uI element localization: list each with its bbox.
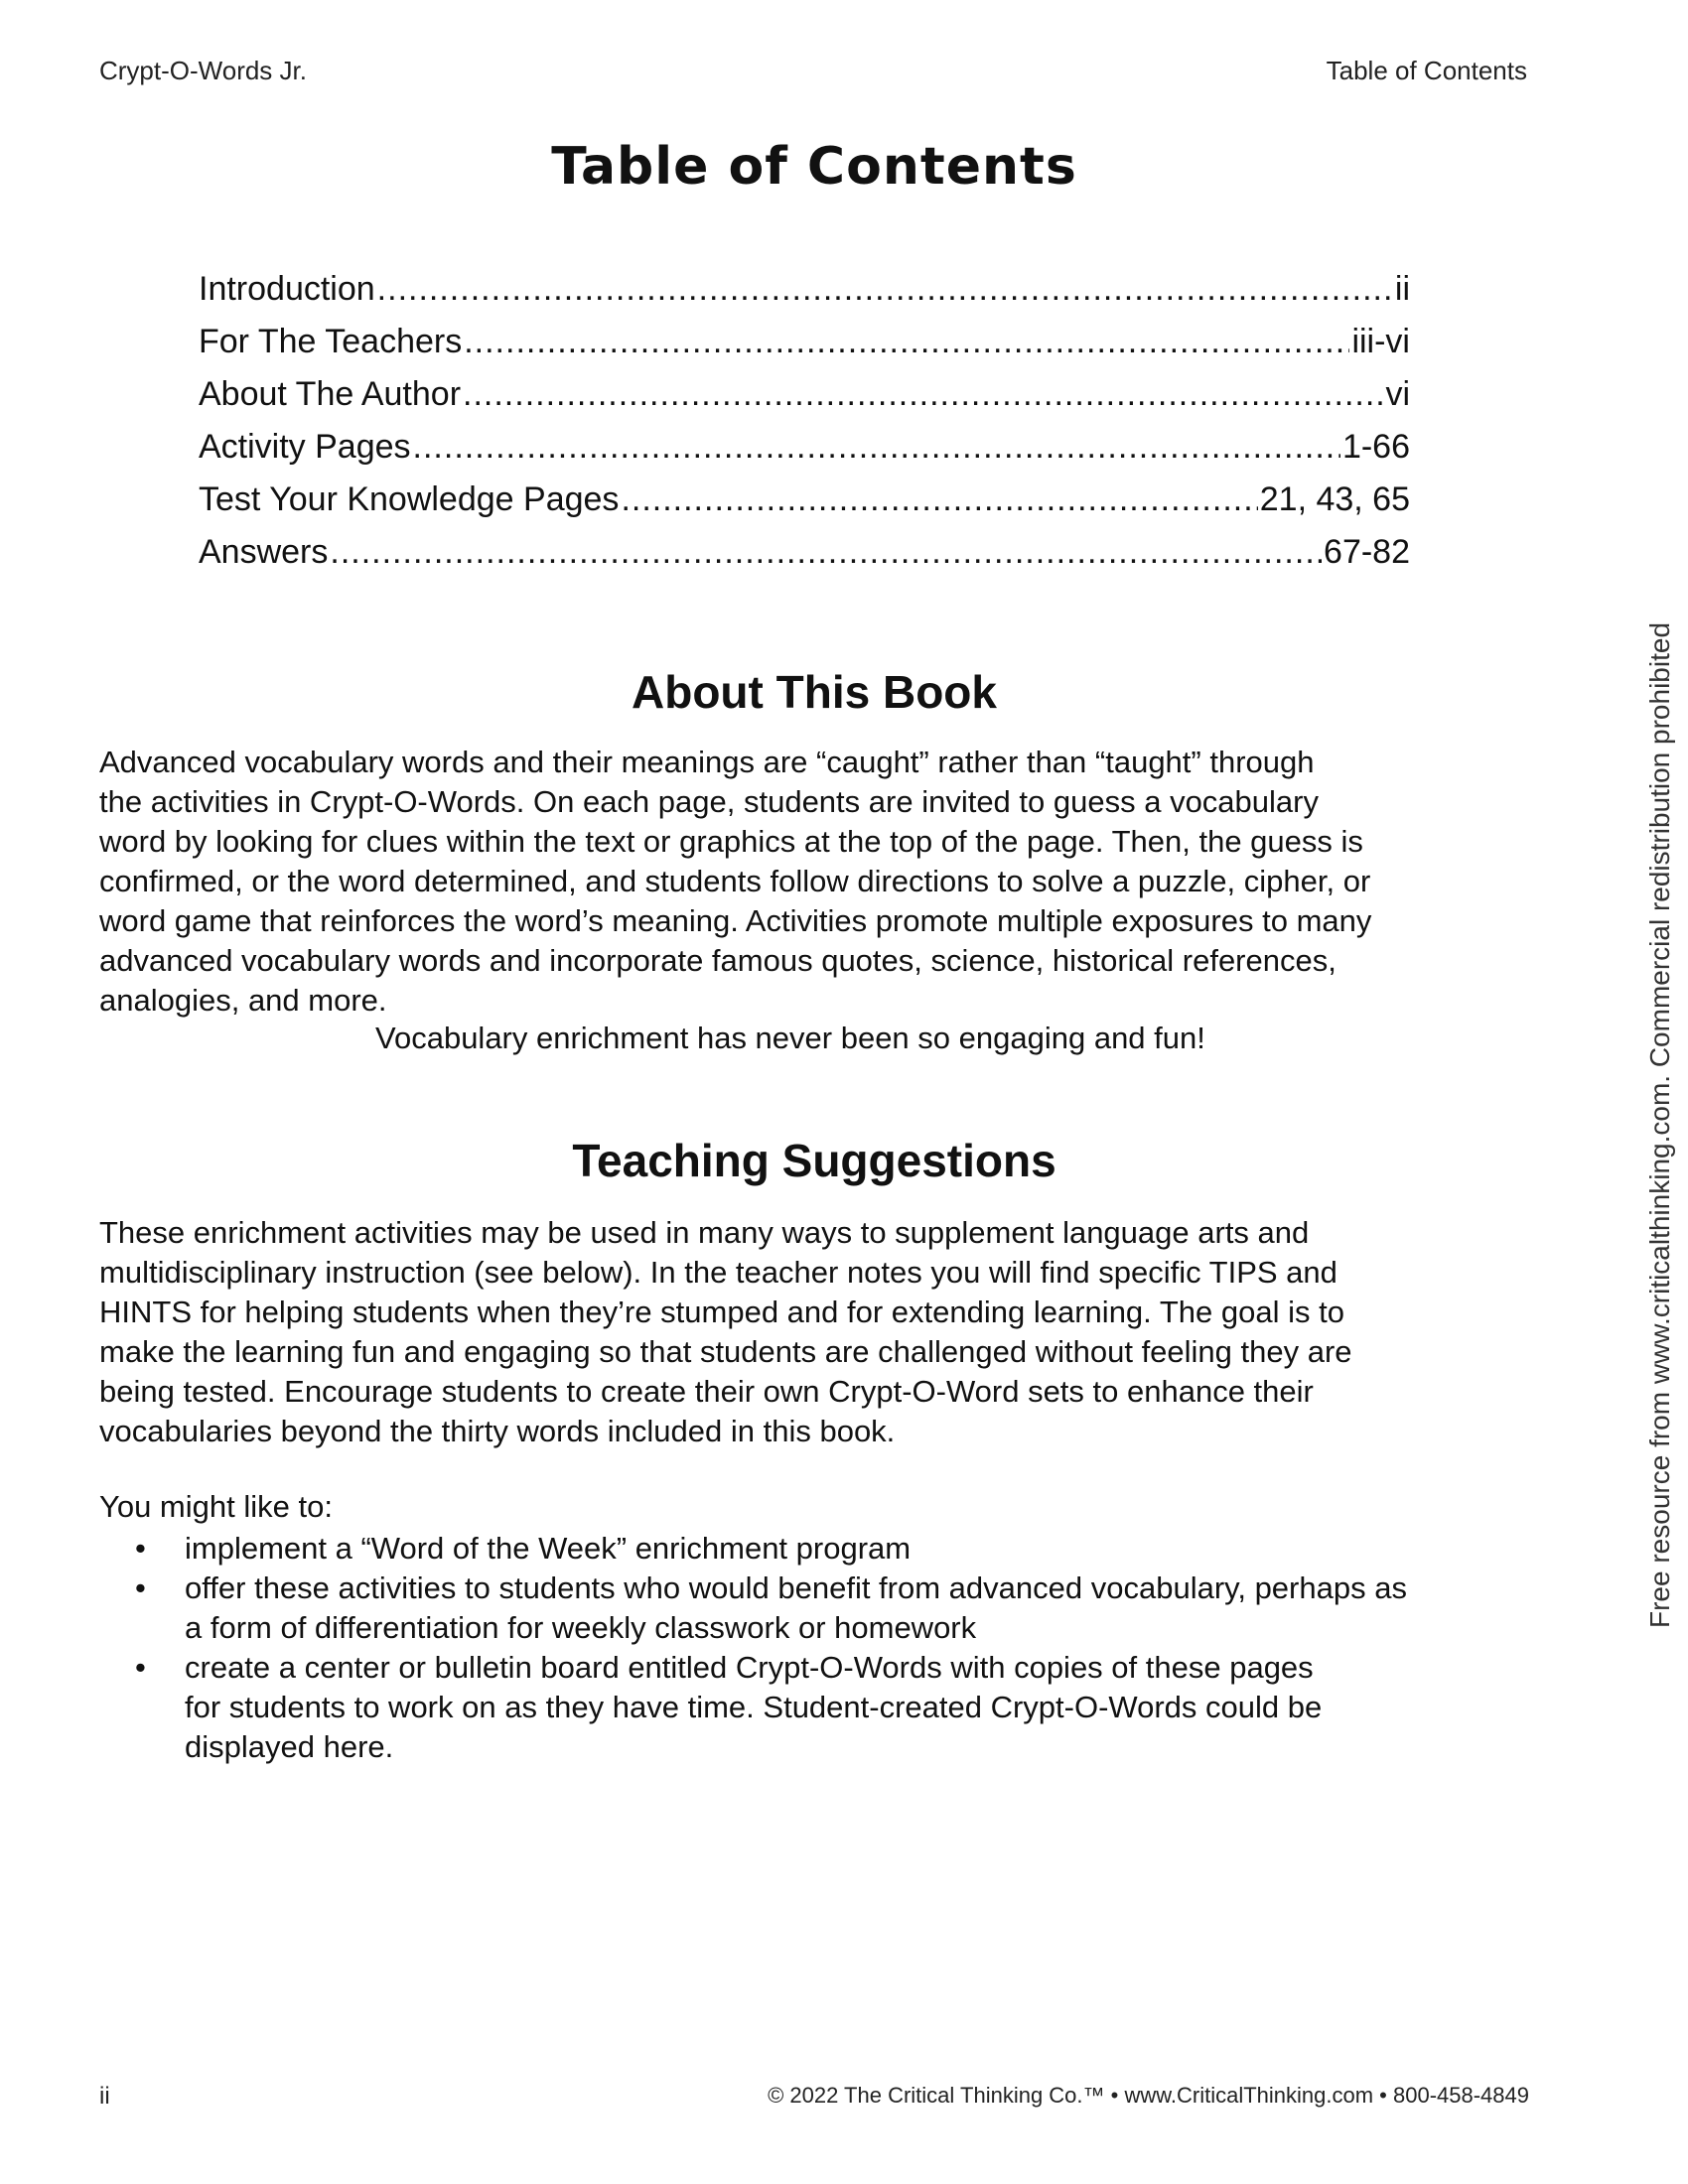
list-item xyxy=(99,1529,1529,1569)
toc-entry xyxy=(199,428,1410,480)
paragraph-line: word by looking for clues within the text or graphics at the top of the page. Then, the guess is xyxy=(99,824,1363,859)
bullet-list-intro: You might like to: xyxy=(99,1489,333,1524)
paragraph-line: the activities in Crypt-O-Words. On each page, students are invited to guess a vocabulary xyxy=(99,784,1319,819)
page-number: ii xyxy=(99,2083,110,2110)
toc-entry-label: Answers xyxy=(199,533,329,571)
list-item-line: a form of differentiation for weekly classwork or homework xyxy=(185,1610,977,1645)
running-header-title: Crypt-O-Words Jr. xyxy=(99,56,307,85)
toc-entry-label: For The Teachers xyxy=(199,323,463,360)
toc-entry-page: ii xyxy=(1394,270,1410,308)
toc-entry-label: Introduction xyxy=(199,270,375,308)
about-tagline: Vocabulary enrichment has never been so engaging and fun! xyxy=(375,1021,1205,1055)
toc-entry xyxy=(199,480,1410,533)
paragraph-line: vocabularies beyond the thirty words included in this book. xyxy=(99,1414,896,1448)
paragraph-line: multidisciplinary instruction (see below). In the teacher notes you will find specific TIPS and xyxy=(99,1255,1337,1290)
toc-entry-page: iii-vi xyxy=(1351,323,1410,360)
paragraph-line: word game that reinforces the word’s meaning. Activities promote multiple exposures to many xyxy=(99,903,1372,938)
list-item-line: offer these activities to students who would benefit from advanced vocabulary, perhaps as xyxy=(185,1570,1407,1605)
list-item xyxy=(99,1648,1529,1767)
bullet-icon: • xyxy=(135,1570,146,1605)
toc-entry-page: 1-66 xyxy=(1341,428,1410,466)
toc-entry-page: vi xyxy=(1385,375,1410,413)
about-heading: About This Book xyxy=(632,666,997,718)
toc-entry xyxy=(199,270,1410,323)
paragraph-line: advanced vocabulary words and incorporate famous quotes, science, historical references, xyxy=(99,943,1336,978)
toc-dot-leader xyxy=(377,270,1393,309)
toc-dot-leader xyxy=(413,428,1340,467)
toc-entry xyxy=(199,323,1410,375)
paragraph-line: These enrichment activities may be used in many ways to supplement language arts and xyxy=(99,1215,1310,1250)
toc-entry-page: 21, 43, 65 xyxy=(1259,480,1410,518)
toc-dot-leader xyxy=(330,533,1322,572)
toc-entry xyxy=(199,375,1410,428)
paragraph-line: confirmed, or the word determined, and students follow directions to solve a puzzle, cipher, or xyxy=(99,864,1371,898)
page-title: Table of Contents xyxy=(551,137,1077,197)
toc-dot-leader xyxy=(621,480,1257,519)
paragraph-line: being tested. Encourage students to create their own Crypt-O-Word sets to enhance their xyxy=(99,1374,1314,1409)
list-item-line: create a center or bulletin board entitled Crypt-O-Words with copies of these pages xyxy=(185,1650,1314,1685)
bullet-icon: • xyxy=(135,1531,146,1566)
paragraph-line: HINTS for helping students when they’re stumped and for extending learning. The goal is to xyxy=(99,1295,1344,1329)
paragraph-line: analogies, and more. xyxy=(99,983,387,1018)
paragraph-line: make the learning fun and engaging so that students are challenged without feeling they are xyxy=(99,1334,1352,1369)
table-of-contents xyxy=(199,270,1410,586)
list-item-line: for students to work on as they have time. Student-created Crypt-O-Words could be xyxy=(185,1690,1323,1724)
side-notice: Free resource from www.criticalthinking.com. Commercial redistribution prohibited xyxy=(1644,621,1675,1628)
teaching-paragraph xyxy=(99,1213,1529,1451)
toc-dot-leader xyxy=(463,375,1383,414)
toc-entry-label: Test Your Knowledge Pages xyxy=(199,480,620,518)
list-item-line: displayed here. xyxy=(185,1729,394,1764)
toc-entry-page: 67-82 xyxy=(1324,533,1410,571)
copyright-footer: © 2022 The Critical Thinking Co.™ • www.CriticalThinking.com • 800-458-4849 xyxy=(768,2083,1529,2108)
toc-entry xyxy=(199,533,1410,586)
running-header-section: Table of Contents xyxy=(1326,56,1527,85)
suggestion-list xyxy=(99,1529,1529,1767)
about-paragraph xyxy=(99,743,1529,1021)
list-item xyxy=(99,1569,1529,1648)
bullet-icon: • xyxy=(135,1650,146,1685)
toc-entry-label: About The Author xyxy=(199,375,462,413)
teaching-heading: Teaching Suggestions xyxy=(572,1135,1056,1186)
paragraph-line: Advanced vocabulary words and their meanings are “caught” rather than “taught” through xyxy=(99,745,1315,779)
toc-dot-leader xyxy=(464,323,1349,361)
list-item-line: implement a “Word of the Week” enrichment program xyxy=(185,1531,912,1566)
toc-entry-label: Activity Pages xyxy=(199,428,411,466)
